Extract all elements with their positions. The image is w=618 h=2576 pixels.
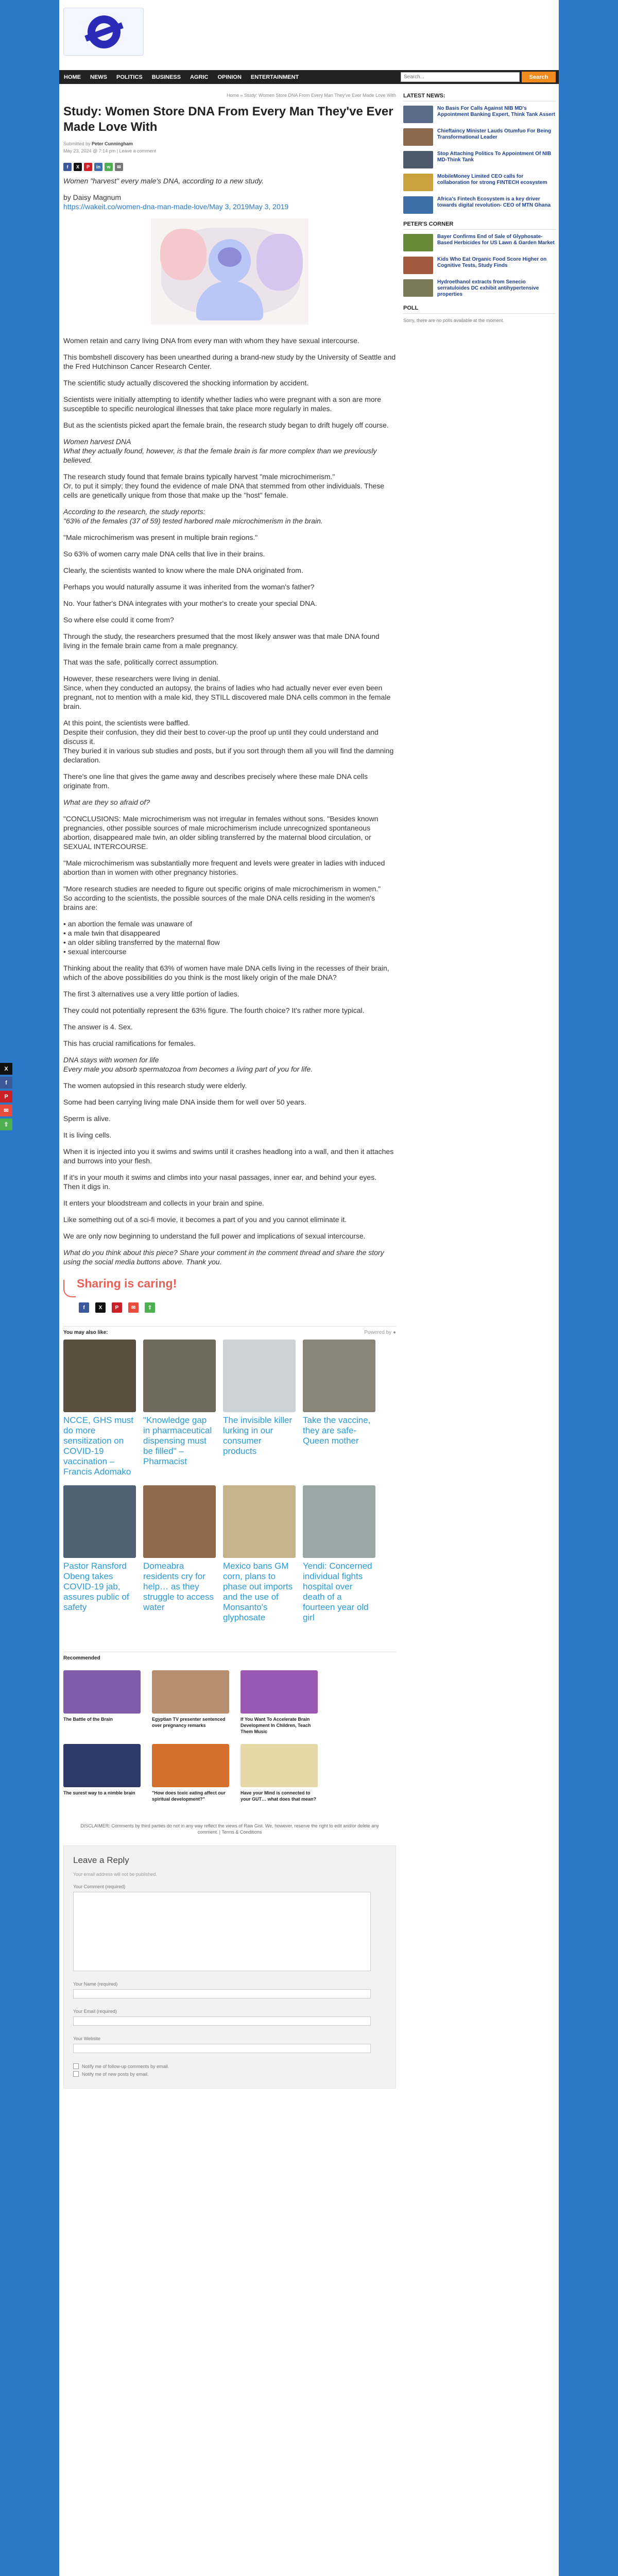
recommendation-card[interactable]: [63, 1485, 136, 1623]
card-image[interactable]: [63, 1485, 136, 1558]
article-paragraph: Like something out of a sci-fi movie, it becomes a part of you and you cannot eliminate it.: [63, 1215, 347, 1224]
news-item[interactable]: [403, 279, 556, 298]
article-paragraph: This bombshell discovery has been unearthed during a brand-new study by the University of Seattle and the Fred Hutchinson Cancer Research Center.: [63, 353, 396, 370]
card-title[interactable]: "Knowledge gap in pharmaceutical dispensing must be filled" – Pharmacist: [143, 1415, 212, 1466]
recommended-title[interactable]: The Battle of the Brain: [63, 1717, 113, 1722]
news-title[interactable]: MobileMoney Limited CEO calls for collaboration for strong FINTECH ecosystem: [437, 174, 547, 185]
article-paragraph: But as the scientists picked apart the female brain, the research study began to drift hugely off course.: [63, 421, 389, 429]
recommendation-card[interactable]: [63, 1340, 136, 1477]
news-item[interactable]: [403, 196, 556, 214]
card-title[interactable]: Take the vaccine, they are safe- Queen mother: [303, 1415, 371, 1446]
linkedin-share-icon[interactable]: in: [94, 163, 102, 171]
share-icon[interactable]: ⇪: [145, 1302, 155, 1313]
nav-link-opinion[interactable]: OPINION: [217, 74, 242, 80]
pinterest-share-icon[interactable]: P: [0, 1091, 12, 1103]
recommended-title[interactable]: If You Want To Accelerate Brain Development In Children, Teach Them Music: [241, 1717, 311, 1734]
card-title[interactable]: The invisible killer lurking in our consumer products: [223, 1415, 293, 1456]
checkbox[interactable]: [73, 2063, 79, 2069]
facebook-share-icon[interactable]: f: [79, 1302, 89, 1313]
nav-link-home[interactable]: HOME: [64, 74, 81, 80]
article-paragraph: If it's in your mouth it swims and climbs into your nasal passages, inner ear, and behind your eyes. Then it digs in.: [63, 1173, 377, 1191]
recommendation-card[interactable]: [223, 1340, 296, 1477]
article-paragraph: The women autopsied in this research study were elderly.: [63, 1081, 247, 1090]
news-thumb[interactable]: [403, 196, 433, 214]
article-paragraph: When it is injected into you it swims and swims until it crashes headlong into a wall, and then it attaches and burrows into your flesh.: [63, 1147, 394, 1165]
nav-link-news[interactable]: NEWS: [90, 74, 107, 80]
news-title[interactable]: Bayer Confirms End of Sale of Glyphosate-Based Herbicides for US Lawn & Garden Market: [437, 234, 555, 246]
nav-link-business[interactable]: BUSINESS: [151, 74, 181, 80]
name-label: Your Name (required): [73, 1981, 118, 1987]
recommended-image[interactable]: [63, 1670, 141, 1714]
floating-share-bar: [0, 1063, 12, 1132]
article-paragraph: The research study found that female brains typically harvest "male microchimerism." Or, to put it simply; they found the evidence of male DNA that stemmed from other individuals. These cells are genetically unique from those that make up the "host" female.: [63, 472, 385, 499]
news-title[interactable]: Stop Attaching Politics To Appointment Of NIB MD-Think Tank: [437, 151, 552, 163]
recommended-title[interactable]: Egyptian TV presenter sentenced over pregnancy remarks: [152, 1717, 226, 1728]
nav-link-entertainment[interactable]: ENTERTAINMENT: [250, 74, 299, 80]
recommendation-card[interactable]: [303, 1485, 375, 1623]
sidebar: [403, 93, 556, 332]
news-title[interactable]: Hydroethanol extracts from Senecio serratuloides DC exhibit antihypertensive properties: [437, 279, 539, 297]
facebook-share-icon[interactable]: f: [63, 163, 72, 171]
article-paragraph: It is living cells.: [63, 1131, 112, 1139]
website-field[interactable]: [73, 2044, 371, 2053]
news-title[interactable]: Kids Who Eat Organic Food Score Higher on Cognitive Tests, Study Finds: [437, 257, 547, 268]
card-image[interactable]: [223, 1485, 296, 1558]
recommended-image[interactable]: [63, 1744, 141, 1787]
whatsapp-share-icon[interactable]: w: [105, 163, 113, 171]
recommended-title[interactable]: The surest way to a nimble brain: [63, 1790, 135, 1795]
recommended-item[interactable]: [241, 1744, 318, 1802]
article-lede: Women "harvest" every male's DNA, according to a new study.: [63, 177, 264, 185]
card-title[interactable]: NCCE, GHS must do more sensitization on COVID-19 vaccination – Francis Adomako: [63, 1415, 134, 1477]
notify-posts-option[interactable]: [73, 2071, 386, 2077]
card-title[interactable]: Yendi: Concerned individual fights hospital over death of a fourteen year old girl: [303, 1561, 372, 1622]
article-paragraph: So 63% of women carry male DNA cells that live in their brains.: [63, 550, 265, 558]
card-image[interactable]: [63, 1340, 136, 1412]
news-thumb[interactable]: [403, 151, 433, 168]
recommended-header: [63, 1652, 396, 1661]
article-paragraph: "CONCLUSIONS: Male microchimerism was not irregular in females without sons. "Besides known pregnancies, other possible sources of male microchimerism include unrecognized spontaneous abortion, disappeared male twin, an older sibling transferred by the maternal blood circulation, or SEXUAL INTERCOURSE.: [63, 815, 379, 851]
article-paragraph: So where else could it come from?: [63, 616, 174, 624]
article-paragraph: It enters your bloodstream and collects in your brain and spine.: [63, 1199, 264, 1207]
email-share-icon[interactable]: ✉: [0, 1105, 12, 1116]
search-input[interactable]: [401, 72, 520, 82]
article-paragraph: They could not potentially represent the 63% figure. The fourth choice? It's rather more typical.: [63, 1006, 365, 1014]
sponsor-label[interactable]: Powered by ●: [364, 1330, 396, 1335]
checkbox[interactable]: [73, 2071, 79, 2077]
you-may-like-header: [63, 1326, 396, 1335]
comment-textarea[interactable]: [73, 1892, 371, 1971]
article-paragraph: This has crucial ramifications for females.: [63, 1039, 196, 1047]
article-paragraph: Clearly, the scientists wanted to know where the male DNA originated from.: [63, 566, 303, 574]
x-share-icon[interactable]: X: [95, 1302, 106, 1313]
article-title: Study: Women Store DNA From Every Man They've Ever Made Love With: [63, 105, 393, 134]
news-thumb[interactable]: [403, 257, 433, 274]
comment-form: [63, 1845, 396, 2089]
page-container: [59, 0, 559, 2576]
article-paragraph: Scientists were initially attempting to identify whether ladies who were pregnant with a son are more susceptible to specific neurological illnesses that take place more regularly in males.: [63, 395, 382, 413]
article-paragraph: According to the research, the study reports: "63% of the females (37 of 59) tested harbored male microchimerism in the brain.: [63, 507, 323, 525]
article-paragraph: Through the study, the researchers presumed that the most likely answer was that male DNA found living in the female brain came from a male pregnancy.: [63, 632, 380, 650]
search-button[interactable]: Search: [522, 72, 556, 82]
article-paragraph: Perhaps you would naturally assume it was inherited from the woman's father?: [63, 583, 315, 591]
card-image[interactable]: [303, 1485, 375, 1558]
news-item[interactable]: [403, 234, 556, 251]
main-content: [63, 93, 396, 2089]
recommendation-card[interactable]: [223, 1485, 296, 1623]
site-logo[interactable]: [63, 8, 144, 56]
poll-text: Sorry, there are no polls available at the moment.: [403, 318, 504, 323]
reply-note: Your email address will not be published.: [73, 1872, 157, 1877]
recommended-heading: Recommended: [63, 1655, 100, 1661]
article-paragraph: "Male microchimerism was present in multiple brain regions.": [63, 533, 258, 541]
card-image[interactable]: [303, 1340, 375, 1412]
brain-icon: [218, 247, 242, 267]
article-paragraph: Sperm is alive.: [63, 1114, 111, 1123]
notify-comments-option[interactable]: [73, 2063, 386, 2069]
email-share-icon[interactable]: ✉: [128, 1302, 139, 1313]
article-paragraph: The answer is 4. Sex.: [63, 1023, 133, 1031]
recommended-image[interactable]: [241, 1744, 318, 1787]
card-title[interactable]: Domeabra residents cry for help… as they struggle to access water: [143, 1561, 214, 1612]
recommended-image[interactable]: [241, 1670, 318, 1714]
news-thumb[interactable]: [403, 128, 433, 146]
recommended-title[interactable]: "How does toxic eating affect our spiritual development?": [152, 1790, 226, 1802]
article-date: May 23, 2024 @ 7:14 pm | Leave a comment: [63, 148, 157, 154]
article-paragraph: There's one line that gives the game away and describes precisely where these male DNA cells originate from.: [63, 772, 368, 790]
recommended-title[interactable]: Have your Mind is connected to your GUT… what does that mean?: [241, 1790, 317, 1802]
recommended-section: [63, 1652, 396, 1802]
peters-corner-heading: PETER'S CORNER: [403, 221, 556, 230]
share-icon[interactable]: ⇪: [0, 1118, 12, 1130]
email-label: Your Email (required): [73, 2009, 117, 2014]
top-share-buttons: [63, 163, 396, 171]
latest-news-heading: LATEST NEWS:: [403, 93, 556, 101]
name-field[interactable]: [73, 1989, 371, 1998]
article-paragraph: "Male microchimerism was substantially more frequent and levels were greater in ladies with induced abortion than in women with other pregnancy histories.: [63, 859, 385, 876]
facebook-share-icon[interactable]: f: [0, 1077, 12, 1089]
article-paragraph: What are they so afraid of?: [63, 798, 150, 806]
comment-label: Your Comment (required): [73, 1884, 126, 1889]
recommended-image[interactable]: [152, 1670, 229, 1714]
sharing-heading: Sharing is caring!: [77, 1277, 177, 1290]
article-paragraph: The scientific study actually discovered the shocking information by accident.: [63, 379, 309, 387]
article-image: [151, 218, 308, 325]
sharing-banner: [63, 1277, 396, 1299]
news-thumb[interactable]: [403, 279, 433, 297]
article-paragraph: No. Your father's DNA integrates with your mother's to create your special DNA.: [63, 599, 317, 607]
recommended-item[interactable]: [241, 1670, 318, 1735]
article-paragraph: The first 3 alternatives use a very little portion of ladies.: [63, 990, 239, 998]
recommended-grid: [63, 1670, 396, 1802]
byline: by Daisy Magnum: [63, 193, 122, 201]
source-link[interactable]: https://wakeit.co/women-dna-man-made-love/May 3, 2019May 3, 2019: [63, 202, 289, 211]
notify-posts-label: Notify me of new posts by email.: [82, 2071, 149, 2077]
article-paragraph: DNA stays with women for life Every male you absorb spermatozoa from becomes a living part of you for life.: [63, 1056, 313, 1073]
x-share-icon[interactable]: X: [74, 163, 82, 171]
recommendation-card[interactable]: [303, 1340, 375, 1477]
peters-corner-list: [403, 234, 556, 298]
recommendation-card[interactable]: [143, 1485, 216, 1623]
news-thumb[interactable]: [403, 234, 433, 251]
card-image[interactable]: [143, 1340, 216, 1412]
you-may-like-grid: [63, 1340, 396, 1623]
article-body: [63, 176, 396, 1266]
pinterest-share-icon[interactable]: P: [112, 1302, 122, 1313]
news-item[interactable]: [403, 174, 556, 191]
article-paragraph: Thinking about the reality that 63% of women have male DNA cells living in the recesses of their brain, which of the above possibilities do you think is the most likely origin of the male DNA?: [63, 964, 389, 981]
article-paragraph: That was the safe, politically correct assumption.: [63, 658, 219, 666]
news-item[interactable]: [403, 128, 556, 146]
card-image[interactable]: [143, 1485, 216, 1558]
pinterest-share-icon[interactable]: P: [84, 163, 92, 171]
article-paragraph: Women harvest DNA What they actually found, however, is that the female brain is far more complex than we previously believed.: [63, 437, 377, 464]
news-item[interactable]: [403, 106, 556, 123]
article-paragraph: Some had been carrying living male DNA inside them for well over 50 years.: [63, 1098, 306, 1106]
recommendation-card[interactable]: [143, 1340, 216, 1477]
article-meta: Submitted by Peter Cunningham: [63, 141, 133, 146]
article-paragraph: • an abortion the female was unaware of • a male twin that disappeared • an older sibling transferred by the maternal flow • sexual intercourse: [63, 920, 220, 956]
news-title[interactable]: No Basis For Calls Against NIB MD's Appointment Banking Expert, Think Tank Assert: [437, 106, 555, 117]
recommended-image[interactable]: [152, 1744, 229, 1787]
disclaimer: DISCLAIMER: Comments by third parties do not in any way reflect the views of Raw Gist. We, however, reserve the right to edit and/or delete any comment. | Terms & Conditions: [80, 1823, 379, 1835]
nav-link-politics[interactable]: POLITICS: [116, 74, 143, 80]
article-paragraph: However, these researchers were living in denial. Since, when they conducted an autopsy, the brains of ladies who had actually never ever even been pregnant, not to mention with a male kid, they STILL discovered male DNA cells common in the female brain.: [63, 674, 391, 710]
email-share-icon[interactable]: ✉: [115, 163, 123, 171]
news-title[interactable]: Africa's Fintech Ecosystem is a key driver towards digital revolution- CEO of MTN Ghana: [437, 196, 551, 208]
latest-news-list: [403, 106, 556, 214]
notify-comments-label: Notify me of follow-up comments by email.: [82, 2063, 169, 2069]
bottom-share-buttons: [79, 1302, 396, 1313]
recommended-item[interactable]: [152, 1744, 229, 1802]
website-label: Your Website: [73, 2036, 101, 2041]
article-paragraph: What do you think about this piece? Share your comment in the comment thread and share the story using the social media buttons above. Thank you.: [63, 1248, 384, 1266]
reply-heading: Leave a Reply: [73, 1855, 129, 1865]
card-title[interactable]: Pastor Ransford Obeng takes COVID-19 jab, assures public of safety: [63, 1561, 129, 1612]
article-paragraph: "More research studies are needed to figure out specific origins of male microchimerism in women." So according to the scientists, the possible sources of the male DNA cells residing in the women's brains are:: [63, 885, 381, 911]
email-field[interactable]: [73, 2016, 371, 2026]
news-thumb[interactable]: [403, 174, 433, 191]
article-paragraph: Women retain and carry living DNA from every man with whom they have sexual intercourse.: [63, 336, 359, 345]
poll-heading: POLL: [403, 305, 556, 314]
card-image[interactable]: [223, 1340, 296, 1412]
x-share-icon[interactable]: X: [0, 1063, 12, 1075]
author-name[interactable]: Peter Cunningham: [92, 141, 133, 146]
card-title[interactable]: Mexico bans GM corn, plans to phase out imports and the use of Monsanto's glyphosate: [223, 1561, 293, 1622]
recommended-item[interactable]: [152, 1670, 229, 1735]
article-paragraphs: [63, 336, 396, 1266]
news-item[interactable]: [403, 151, 556, 168]
recommended-item[interactable]: [63, 1744, 141, 1802]
news-title[interactable]: Chieftaincy Minister Lauds Otumfuo For Being Transformational Leader: [437, 128, 552, 140]
article-paragraph: We are only now beginning to understand the full power and implications of sexual intercourse.: [63, 1232, 366, 1240]
site-header: [59, 0, 559, 70]
nav-link-agric[interactable]: AGRIC: [190, 74, 209, 80]
recommended-item[interactable]: [63, 1670, 141, 1735]
you-may-like-heading: You may also like:: [63, 1330, 108, 1335]
breadcrumb[interactable]: Home » Study: Women Store DNA From Every Man They've Ever Made Love With: [226, 93, 396, 98]
news-thumb[interactable]: [403, 106, 433, 123]
article-paragraph: At this point, the scientists were baffled. Despite their confusion, they did their best to cover-up the proof up until they could understand and discuss it. They buried it in various sub studies and posts, but if you sort through them all you will find the damning declaration.: [63, 719, 394, 764]
news-item[interactable]: [403, 257, 556, 274]
main-navigation: [59, 70, 559, 84]
